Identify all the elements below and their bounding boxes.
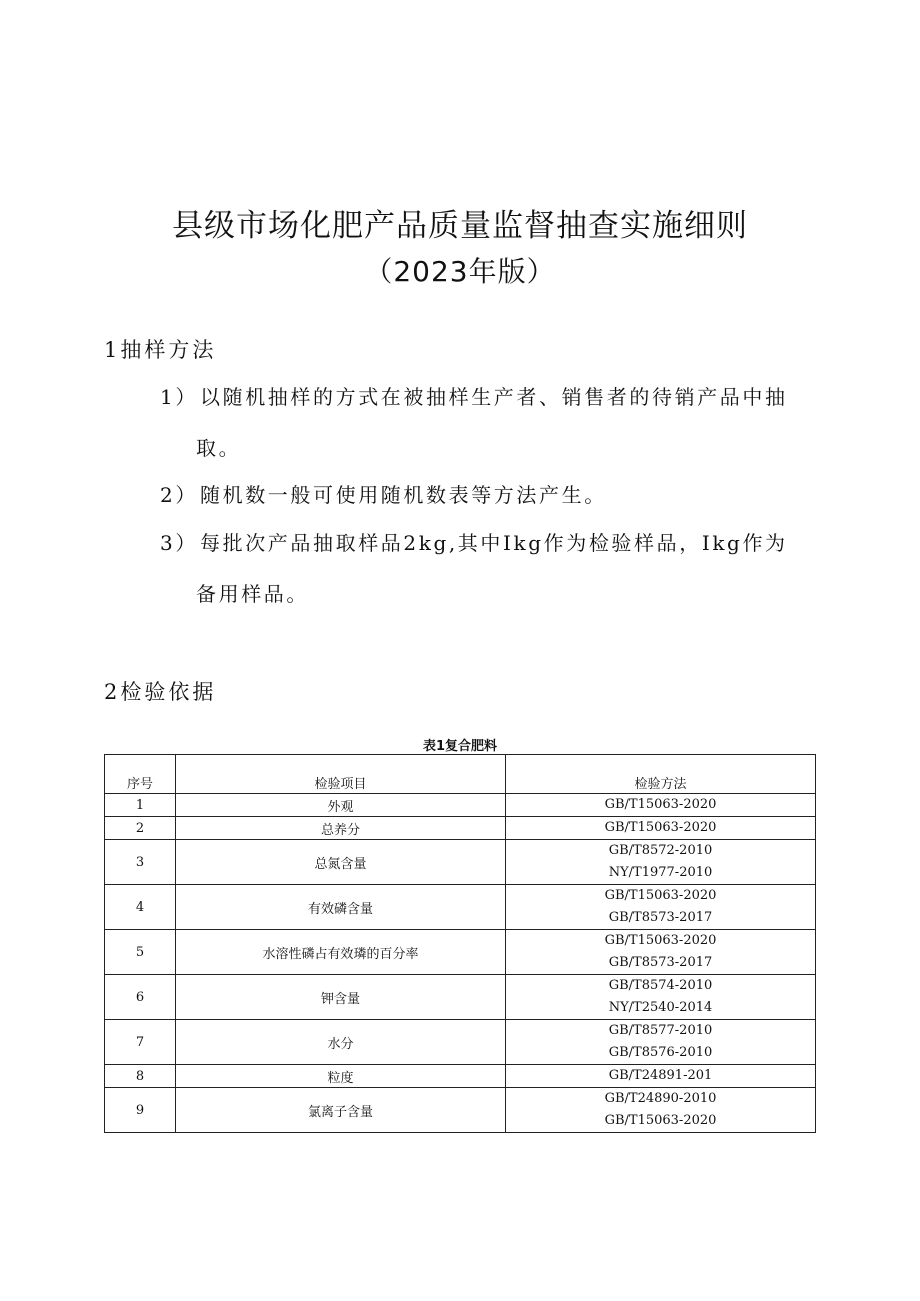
header-item: 检验项目	[176, 755, 506, 794]
item-text: 以随机抽样的方式在被抽样生产者、销售者的待销产品中抽	[200, 385, 788, 409]
method-code: GB/T8573-2017	[608, 910, 713, 925]
method-code: GB/T24891-201	[608, 1068, 713, 1083]
item-number: 2）	[160, 483, 198, 507]
cell-method	[506, 885, 816, 930]
cell-number: 7	[105, 1020, 176, 1065]
table-row	[105, 1088, 816, 1133]
item-text: 每批次产品抽取样品2kg,其中Ikg作为检验样品，Ikg作为	[200, 531, 788, 555]
table-row	[105, 817, 816, 840]
cell-item: 钾含量	[176, 975, 506, 1020]
cell-method	[506, 840, 816, 885]
cell-number: 6	[105, 975, 176, 1020]
table-row	[105, 794, 816, 817]
cell-method	[506, 1065, 816, 1088]
item-number: 1）	[160, 385, 198, 409]
cell-method	[506, 1020, 816, 1065]
cell-number: 5	[105, 930, 176, 975]
cell-number: 9	[105, 1088, 176, 1133]
header-number: 序号	[105, 755, 176, 794]
cell-item: 外观	[176, 794, 506, 817]
document-subtitle: （2023年版）	[364, 255, 556, 288]
sampling-item-3	[160, 518, 820, 620]
cell-method	[506, 817, 816, 840]
cell-number: 2	[105, 817, 176, 840]
sampling-item-2	[160, 470, 820, 521]
method-code: GB/T15063-2020	[604, 820, 717, 835]
method-code: NY/T1977-2010	[608, 865, 713, 880]
cell-method	[506, 975, 816, 1020]
method-code: GB/T8577-2010	[608, 1023, 713, 1038]
method-code: NY/T2540-2014	[608, 1000, 713, 1015]
method-code: GB/T8574-2010	[608, 978, 713, 993]
cell-item: 有效磷含量	[176, 885, 506, 930]
item-text-continued: 取。	[196, 436, 242, 460]
method-code: GB/T8576-2010	[608, 1045, 713, 1060]
cell-item: 氯离子含量	[176, 1088, 506, 1133]
cell-number: 8	[105, 1065, 176, 1088]
table-row	[105, 975, 816, 1020]
item-number: 3）	[160, 531, 198, 555]
section-heading-sampling: 1抽样方法	[104, 338, 217, 362]
method-code: GB/T15063-2020	[604, 933, 717, 948]
cell-item: 粒度	[176, 1065, 506, 1088]
method-code: GB/T15063-2020	[604, 1113, 717, 1128]
header-method: 检验方法	[506, 755, 816, 794]
cell-number: 1	[105, 794, 176, 817]
table-row	[105, 885, 816, 930]
cell-number: 4	[105, 885, 176, 930]
table-row	[105, 1020, 816, 1065]
method-code: GB/T15063-2020	[604, 797, 717, 812]
table-row	[105, 840, 816, 885]
cell-method	[506, 1088, 816, 1133]
cell-item: 总氮含量	[176, 840, 506, 885]
inspection-table	[104, 754, 816, 1133]
item-text-continued: 备用样品。	[196, 582, 309, 606]
cell-method	[506, 794, 816, 817]
method-code: GB/T24890-2010	[604, 1091, 717, 1106]
item-text: 随机数一般可使用随机数表等方法产生。	[200, 483, 607, 507]
document-title: 县级市场化肥产品质量监督抽查实施细则	[172, 208, 748, 244]
table-row	[105, 930, 816, 975]
cell-item: 总养分	[176, 817, 506, 840]
method-code: GB/T8573-2017	[608, 955, 713, 970]
cell-method	[506, 930, 816, 975]
method-code: GB/T15063-2020	[604, 888, 717, 903]
sampling-item-1	[160, 372, 820, 474]
method-code: GB/T8572-2010	[608, 843, 713, 858]
section-heading-basis: 2检验依据	[104, 680, 217, 704]
cell-number: 3	[105, 840, 176, 885]
table-caption: 表1复合肥料	[422, 739, 498, 754]
table-row	[105, 1065, 816, 1088]
cell-item: 水分	[176, 1020, 506, 1065]
cell-item: 水溶性磷占有效璘的百分率	[176, 930, 506, 975]
table-header-row	[105, 755, 816, 794]
